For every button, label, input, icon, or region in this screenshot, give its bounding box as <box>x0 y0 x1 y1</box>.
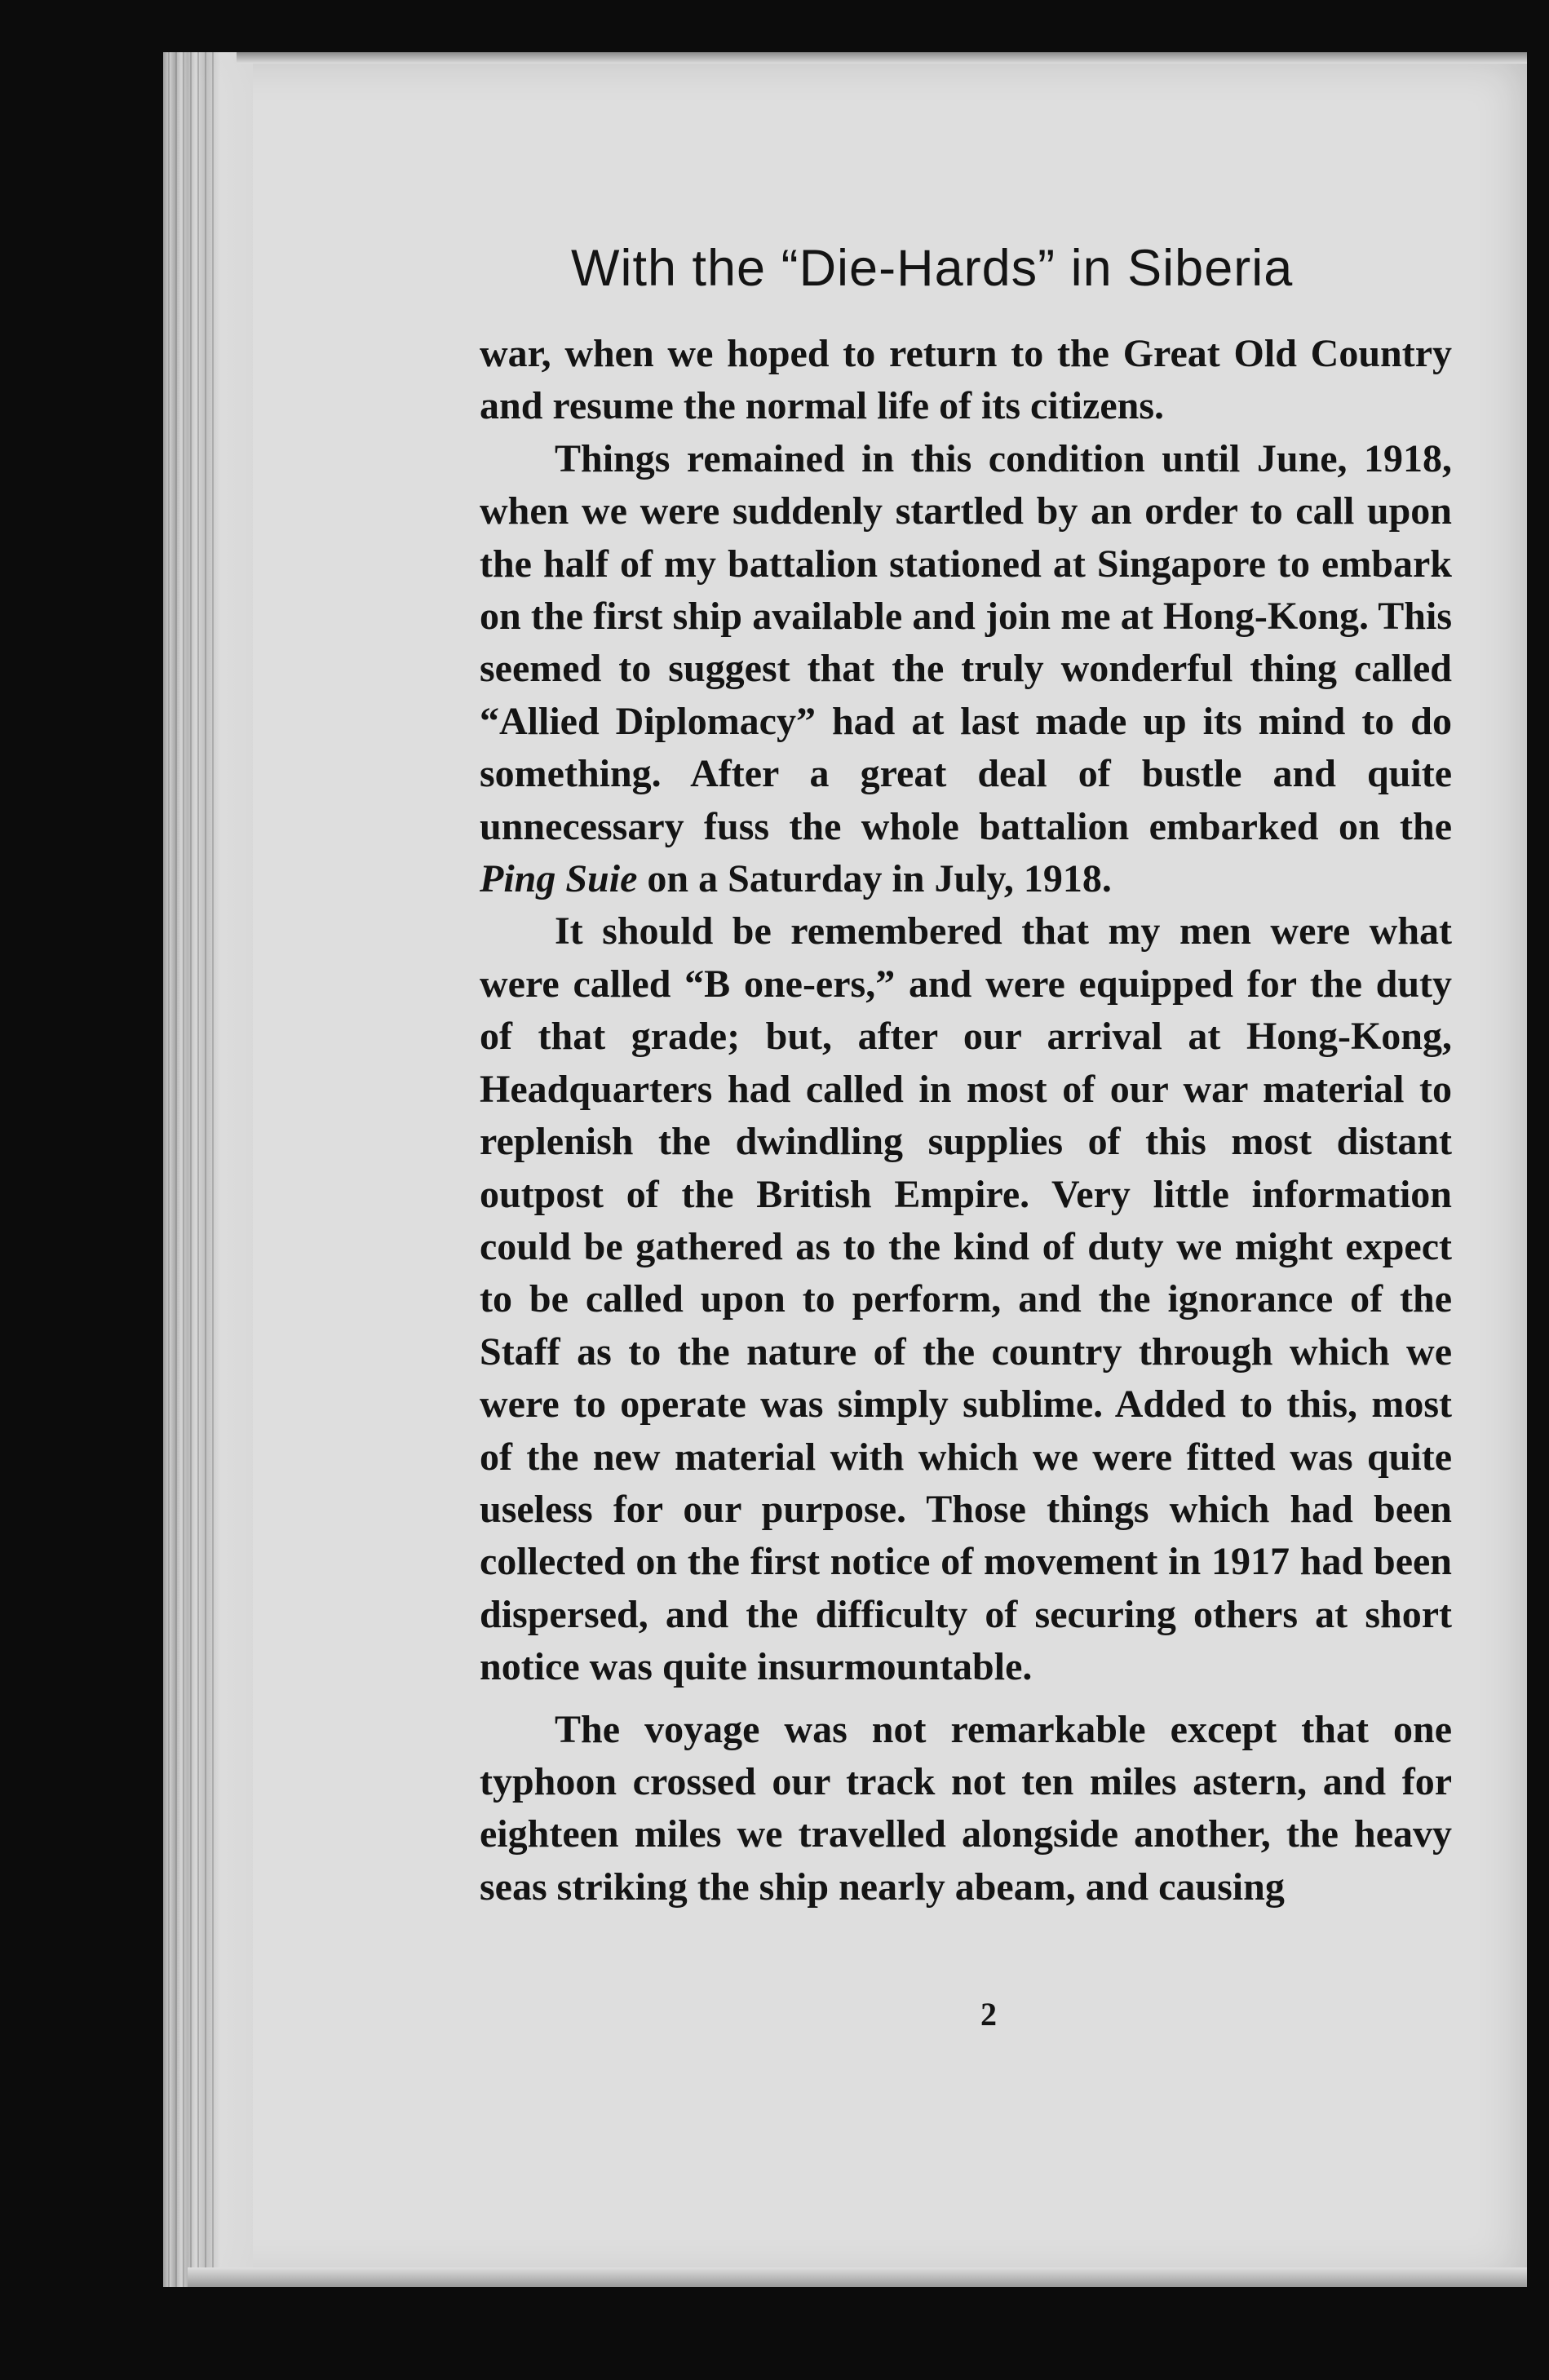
page-number: 2 <box>980 1996 997 2033</box>
body-text <box>480 328 1452 1913</box>
paragraph: war, when we hoped to return to the Great Old Country and resume the normal life of its citizens. <box>480 332 1452 428</box>
running-head: With the “Die-Hards” in Siberia <box>571 240 1294 297</box>
page-top-edge <box>237 52 1527 64</box>
page-edges <box>168 52 217 2287</box>
ship-name: Ping Suie <box>480 857 638 901</box>
paragraph: The voyage was not remarkable except that one typhoon crossed our track not ten miles astern, and for eighteen miles we travelled alongside another, the heavy seas striking the ship nearly abeam, and causing <box>480 1707 1452 1909</box>
page-bottom-edge <box>188 2267 1527 2287</box>
paragraph: It should be remembered that my men were what were called “B one-ers,” and were equipped for the duty of that grade; but, after our arrival at Hong-Kong, Headquarters had called in most of our war material to replenish the dwindling supplies of this most distant outpost of the British Empire. Very little information could be gathered as to the kind of duty we might expect to be called upon to perform, and the ignorance of the Staff as to the nature of the country through which we were to operate was simply sublime. Added to this, most of the new material with which we were fitted was quite useless for our purpose. Those things which had been collected on the first notice of movement in 1917 had been dispersed, and the difficulty of securing others at short notice was quite insurmountable. <box>480 909 1452 1689</box>
paragraph: Things remained in this condition until June, 1918, when we were suddenly startled by an order to call upon the half of my battalion stationed at Singapore to embark on the first ship available and join me at Hong-Kong. This seemed to suggest that the truly wonderful thing called “Allied Diplomacy” had at last made up its mind to do something. After a great deal of bustle and quite unnecessary fuss the whole battalion embarked on the Ping Suie on a Saturday in July, 1918. <box>480 436 1452 901</box>
